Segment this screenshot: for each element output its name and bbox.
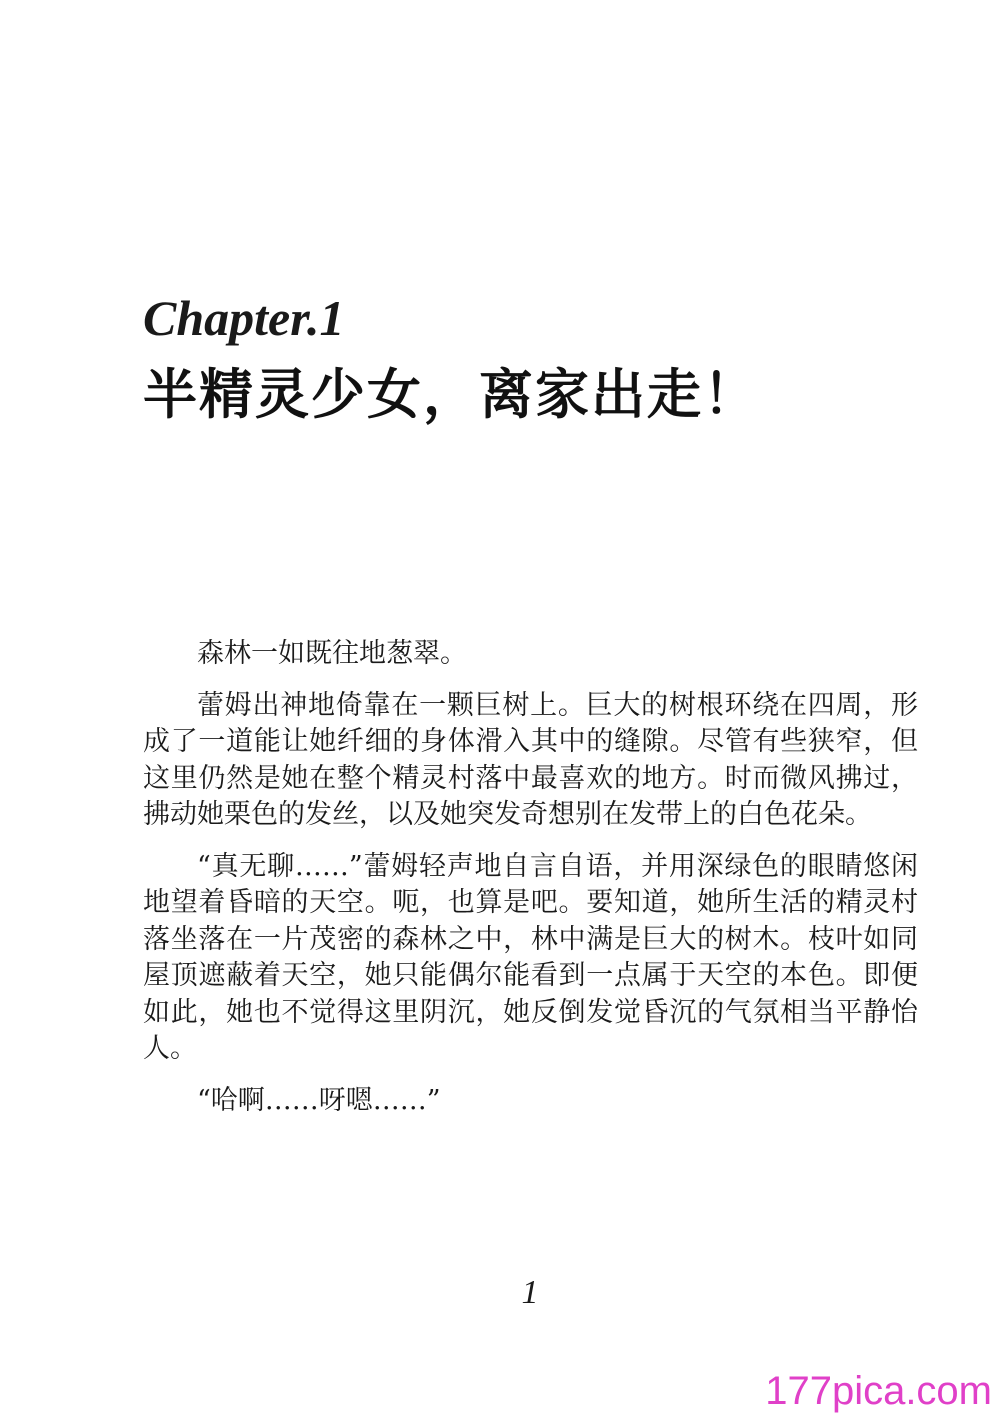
paragraph: 蕾姆出神地倚靠在一颗巨树上。巨大的树根环绕在四周，形成了一道能让她纤细的身体滑入其中的缝隙。尽管有些狭窄，但这里仍然是她在整个精灵村落中最喜欢的地方。时而微风拂过，拂动她栗色的发丝，以及她突发奇想别在发带上的白色花朵。	[143, 689, 918, 830]
paragraph: 森林一如既往地葱翠。	[197, 638, 467, 669]
chapter-label: Chapter.1	[143, 290, 345, 346]
paragraph: “真无聊……”蕾姆轻声地自言自语，并用深绿色的眼睛悠闲地望着昏暗的天空。呃，也算是吧。要知道，她所生活的精灵村落坐落在一片茂密的森林之中，林中满是巨大的树木。枝叶如同屋顶遮蔽着天空，她只能偶尔能看到一点属于天空的本色。即便如此，她也不觉得这里阴沉，她反倒发觉昏沉的气氛相当平静怡人。	[143, 850, 918, 1064]
paragraph: “哈啊……呀嗯……”	[197, 1084, 441, 1116]
page-number: 1	[521, 1274, 539, 1311]
body-text	[143, 636, 918, 1134]
watermark-text: 177pica.com	[765, 1369, 992, 1413]
chapter-title: 半精灵少女，离家出走！	[143, 363, 759, 426]
